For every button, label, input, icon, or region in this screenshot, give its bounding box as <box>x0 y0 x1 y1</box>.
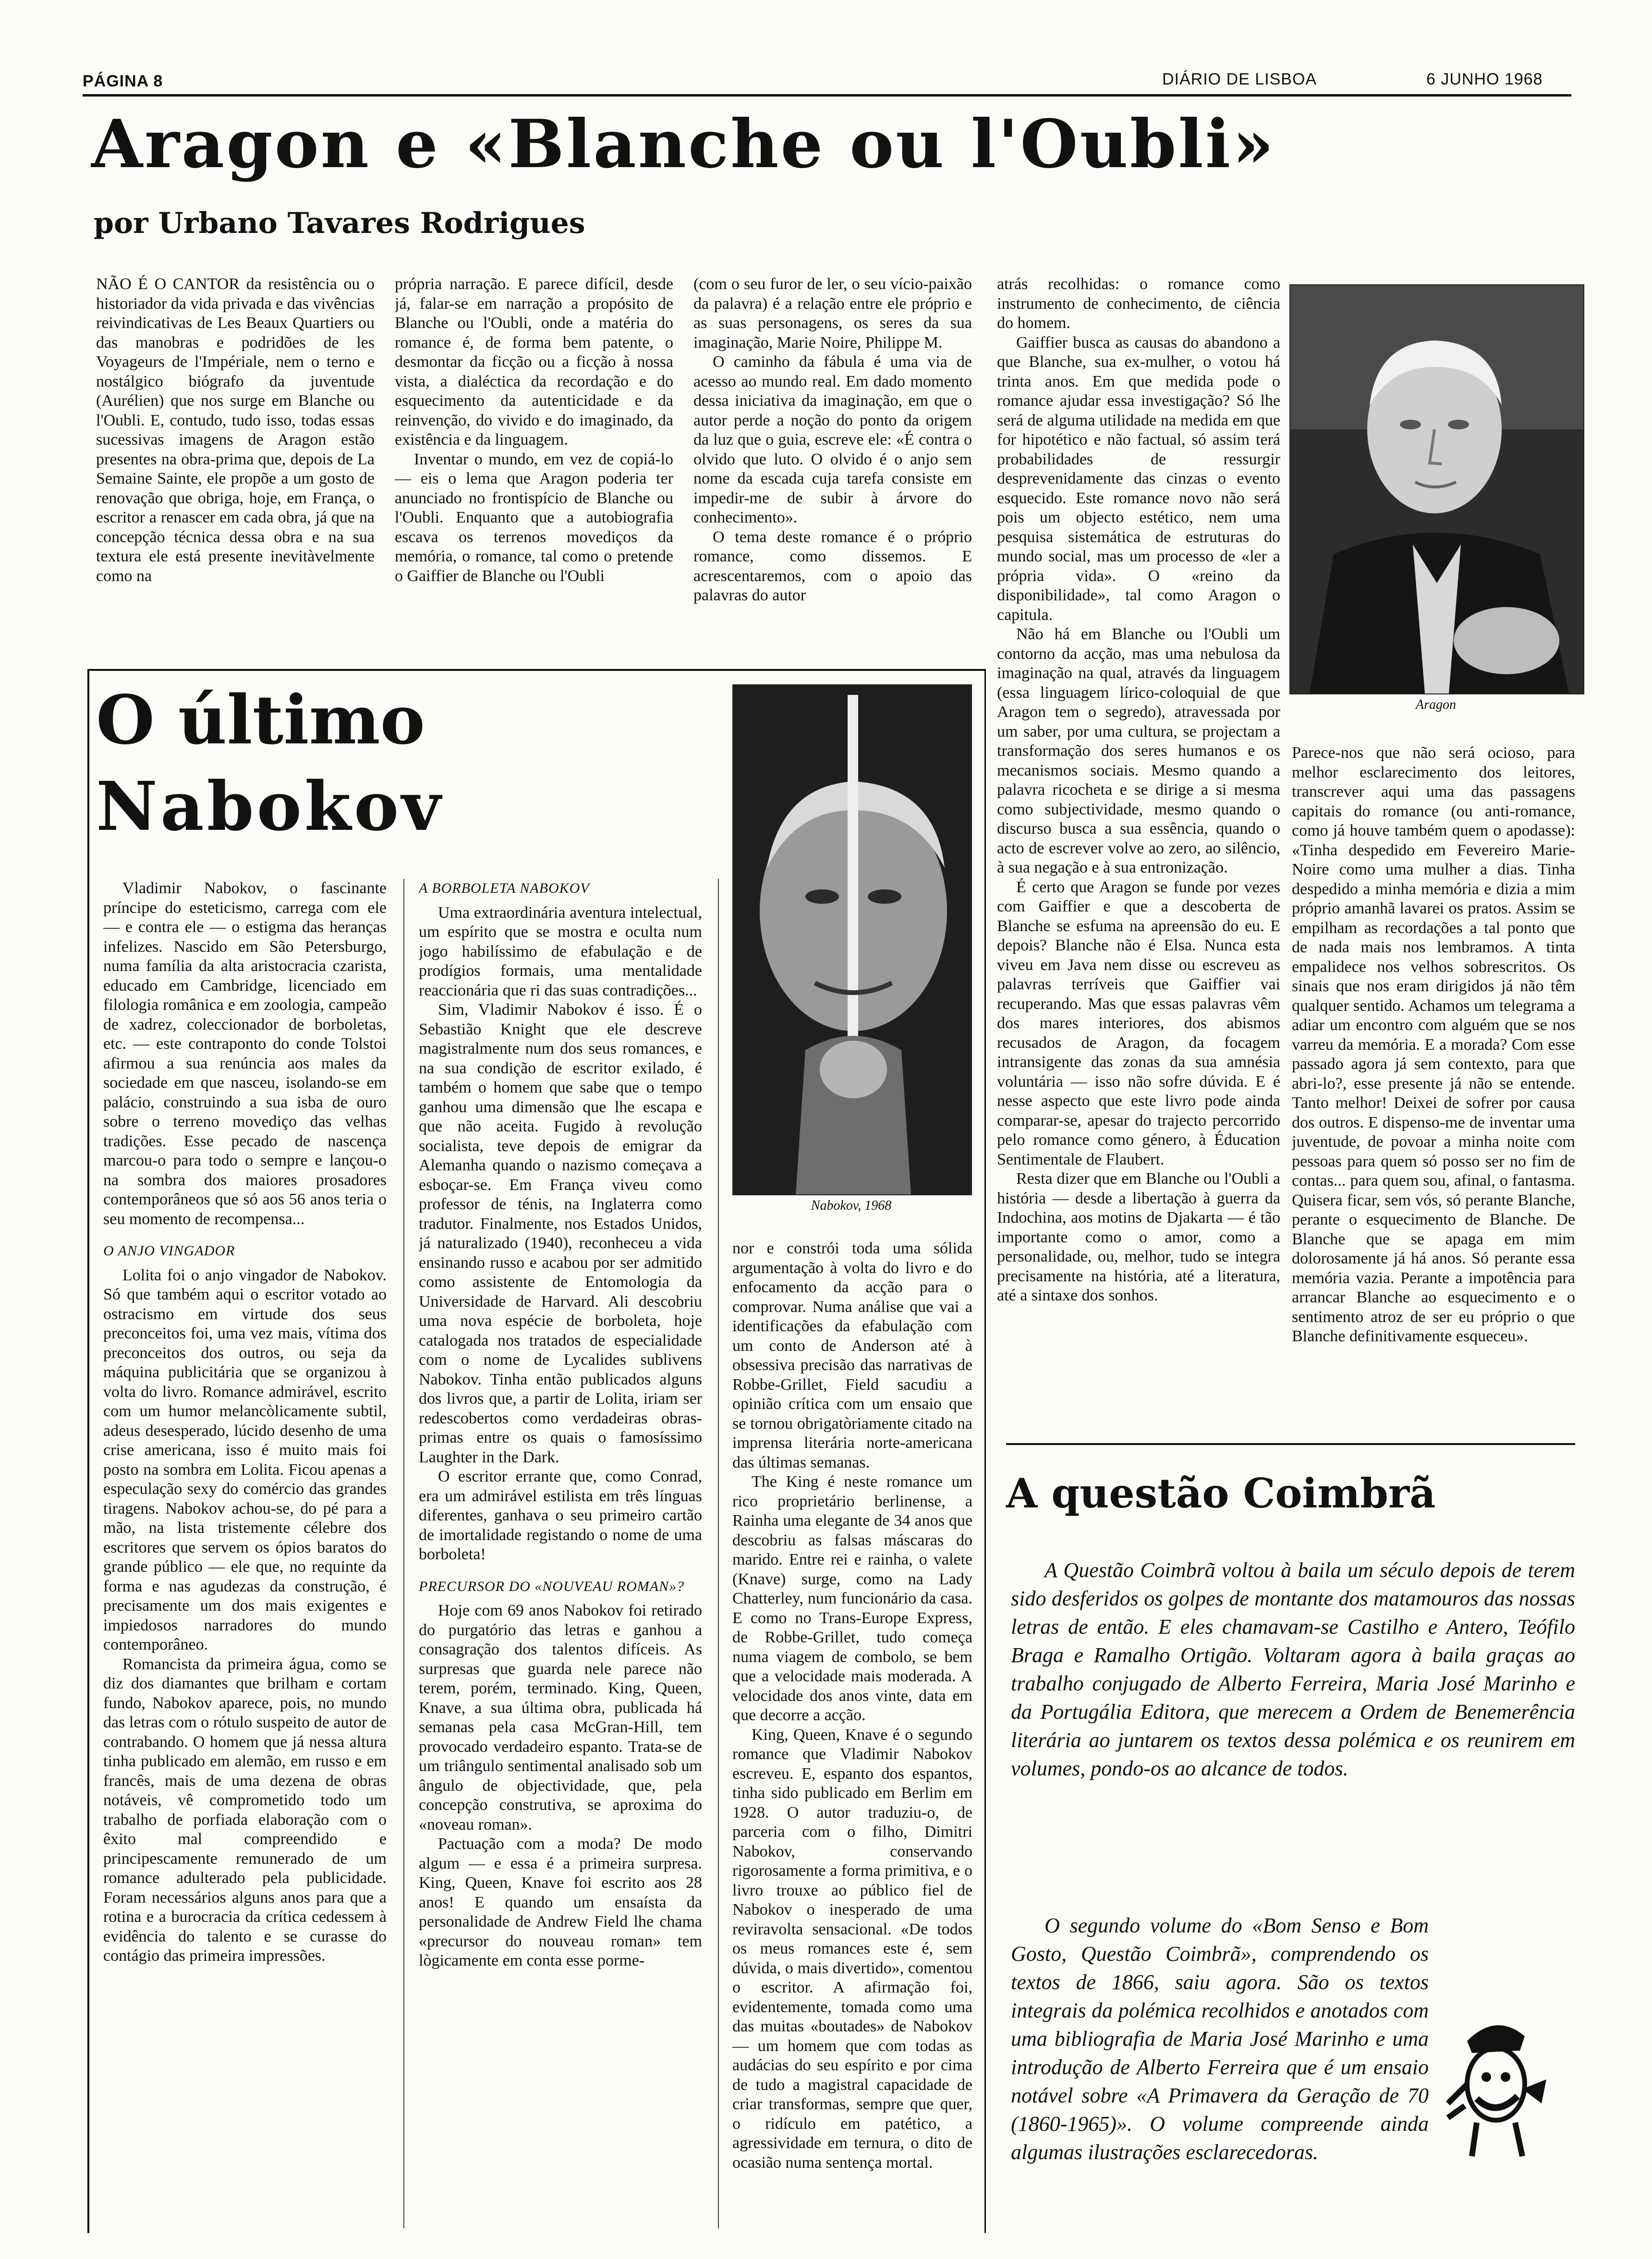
aragon-paragraph: NÃO É O CANTOR da resistência ou o historiador da vida privada e das vivências reivindicativas de Les Beaux Quartiers ou das manobras e podridões de les Voyageurs de l'Impériale, nem o terno e nostálgico biógrafo da juventude (Aurélien) que nos surge em Blanche ou l'Oubli. E, contudo, tudo isso, todas essas sucessivas imagens de Aragon estão presentes na obra-prima que, depois de La Semaine Sainte, ele propõe a um gosto de renovação que obriga, hoje, em França, o escritor a renascer em cada obra, já que na concepção técnica dessa obra e na sua textura ele está presente inevitàvelmente como na <box>96 275 375 585</box>
nabokov-headline-line2: Nabokov <box>96 767 444 846</box>
nabokov-column-b <box>419 879 702 2228</box>
aragon-paragraph: O tema deste romance é o próprio romance, como dissemos. E acrescentaremos, com o apoio das palavras do autor <box>693 528 972 604</box>
aragon-column-2 <box>395 275 673 649</box>
nabokov-paragraph: Sim, Vladimir Nabokov é isso. É o Sebastião Knight que ele descreve magistralmente num dos seus romances, e na sua condição de escritor exilado, é também o homem que sabe que o tempo ganhou uma dimensão que lhe escapa e que não aceita. Fugido à revolução socialista, teve depois de emigrar da Alemanha quando o nazismo começava a esboçar-se. Em França viveu como professor de ténis, na Inglaterra como tradutor. Finalmente, nos Estados Unidos, já naturalizado (1940), reconheceu a vida ensinando russo e acabou por ser admitido como assistente de Entomologia da Universidade de Harvard. Ali descobriu uma nova espécie de borboleta, hoje catalogada nos tratados de especialidade com o nome de Lycalides sublivens Nabokov. Tinha então publicados alguns dos livros que, a partir de Lolita, iriam ser redescobertos como verdadeiras obras-primas entre os quais o famosíssimo Laughter in the Dark. <box>419 1001 702 1466</box>
nabokov-paragraph: Lolita foi o anjo vingador de Nabokov. Só que também aqui o escritor votado ao ostracismo em virtude dos seus preconceitos foi, uma vez mais, vítima dos preconceitos dos outros, ou seja da máquina publicitária que se organizou à volta do livro. Romance admirável, escrito com um humor melancòlicamente subtil, adeus desesperado, lúcido desenho de uma crise americana, isso é muito mais foi posto na sombra em Lolita. Ficou apenas a especulação sexy do comércio das grandes tiragens. Nabokov achou-se, do pé para a mão, na lista tristemente célebre dos escritores que servem os ópios baratos do grande público — ele que, no requinte da forma e nas agudezas da construção, é precisamente um dos mais exigentes e impiedosos narradores do mundo contemporâneo. <box>103 1266 387 1653</box>
aragon-column-4 <box>997 275 1280 1408</box>
nabokov-box-left-rule <box>87 669 89 2233</box>
newspaper-name: DIÁRIO DE LISBOA <box>1162 70 1317 88</box>
aragon-paragraph: Gaiffier busca as causas do abandono a que Blanche, sua ex-mulher, o votou há trinta anos. Em que medida pode o romance ajudar essa investigação? Só lhe será de alguma utilidade na medida em que for hipotético e não factual, só assim terá probabilidades de ressurgir desprevenidamente das cinzas o evento esquecido. Este romance novo não será pois um objecto estético, nem uma pesquisa sistemática de estruturas do mundo social, mas um processo de «ler a própria vida». O «reino da disponibilidade», tal como Aragon o capitula. <box>997 333 1280 624</box>
aragon-paragraph: Resta dizer que em Blanche ou l'Oubli a história — desde a libertação à guerra da Indochina, aos motins de Djakarta — é tão importante como o amor, como a personalidade, ou, melhor, tudo se integra precisamente na história, até a literatura, até a sintaxe dos sonhos. <box>997 1170 1280 1304</box>
nabokov-paragraph: Pactuação com a moda? De modo algum — e essa é a primeira surpresa. King, Queen, Knave foi escrito aos 28 anos! E quando um ensaísta da personalidade de Andrew Field lhe chama «precursor do nouveau roman» tem lògicamente em conta esse porme- <box>419 1835 702 1969</box>
page-number: PÁGINA 8 <box>83 72 163 90</box>
issue-date: 6 JUNHO 1968 <box>1426 70 1543 88</box>
coimbra-top-rule <box>1006 1443 1575 1445</box>
coimbra-headline: A questão Coimbrã <box>1006 1470 1436 1517</box>
nabokov-paragraph: Hoje com 69 anos Nabokov foi retirado do purgatório das letras e ganhou a consagração dos talentos difíceis. As surpresas que guarda nele parece não terem, porém, terminado. King, Queen, Knave, a sua última obra, publicada há semanas pela casa McGran-Hill, tem provocado verdadeiro espanto. Trata-se de um triângulo sentimental analisado sob um ângulo de objectividade, que, pela concepção construtiva, se aproxima do «noveau roman». <box>419 1602 702 1834</box>
aragon-paragraph: (com o seu furor de ler, o seu vício-paixão da palavra) é a relação entre ele próprio e as suas personagens, os seres da sua imaginação, Marie Noire, Philippe M. <box>693 275 972 352</box>
nabokov-subheading: PRECURSOR DO «NOUVEAU ROMAN»? <box>419 1578 685 1594</box>
nabokov-headline-line1: O último <box>96 681 425 760</box>
nabokov-paragraph: Uma extraordinária aventura intelectual, um espírito que se mostra e oculta num jogo habilíssimo de efabulação e de prodígios formais, uma mentalidade reaccionária que ri das suas contradições... <box>419 903 702 999</box>
aragon-photo <box>1289 284 1584 694</box>
coimbra-paragraph-2-block <box>1011 1911 1429 2219</box>
nabokov-paragraph: King, Queen, Knave é o segundo romance que Vladimir Nabokov escreveu. E, espanto dos espantos, tinha sido publicado em Berlim em 1928. O autor traduziu-o, de parceria com o filho, Dimitri Nabokov, conservando rigorosamente a forma primitiva, e o livro trouxe ao público fiel de Nabokov o inesperado de uma reviravolta sensacional. «De todos os meus romances este é, sem dúvida, o mais divertido», comentou o escritor. A afirmação foi, evidentemente, tomada como uma das muitas «boutades» de Nabokov — um homem que com todas as audácias do seu espírito e por cima de tudo a magistral capacidade de criar transformas, sempre que quer, o ridículo em patético, a agressividade em ternura, o dito de ocasião numa sentença mortal. <box>732 1725 972 2172</box>
caricature-illustration <box>1438 2007 1554 2161</box>
aragon-column-3 <box>693 275 972 649</box>
nabokov-column-c <box>732 1239 972 2228</box>
nabokov-subheading: A BORBOLETA NABOKOV <box>419 880 590 896</box>
aragon-column-5 <box>1292 743 1575 1416</box>
aragon-photo-caption: Aragon <box>1416 697 1456 712</box>
coimbra-paragraph-1-block <box>1011 1556 1575 1911</box>
aragon-paragraph: Inventar o mundo, em vez de copiá-lo — eis o lema que Aragon poderia ter anunciado no frontispício de Blanche ou l'Oubli. Enquanto que a autobiografia escava os terrenos movediços da memória, o romance, tal como o pretende o Gaiffier de Blanche ou l'Oubli <box>395 450 673 585</box>
coimbra-paragraph: A Questão Coimbrã voltou à baila um século depois de terem sido desferidos os golpes de montante dos matamouros das nossas letras de então. E eles chamavam-se Castilho e Antero, Teófilo Braga e Ramalho Ortigão. Voltaram agora à baila graças ao trabalho conjugado de Alberto Ferreira, Maria José Marinho e da Portugália Editora, que merecem a Ordem de Benemerência literária ao juntarem os textos dessa polémica e os reunirem em volumes, pondo-os ao alcance de todos. <box>1011 1558 1575 1780</box>
column-divider <box>718 879 719 2228</box>
aragon-paragraph: Parece-nos que não será ocioso, para melhor esclarecimento dos leitores, transcrever aqui uma das passagens capitais do romance (ou anti-romance, como já houve também quem o apodasse): «Tinha despedido em Fevereiro Marie-Noire como uma mulher a dias. Tinha despedido a minha memória e dizia a mim próprio amanhã lavarei os pratos. Assim se empilham as recordações a tal ponto que de nada mais nos lembramos. A tinta empalidece nos velhos sobrescritos. Os sinais que nos eram dirigidos já não têm qualquer sentido. Achamos um telegrama a adiar um encontro com alguém que se nos varreu da memória. E a morada? Com esse passado agora já sem contexto, para que abri-lo?, esse presente já não se entende. Tanto melhor! Deixei de sofrer por causa dos outros. E dispenso-me de inventar uma juventude, de povoar a minha noite com pessoas para quem só posso ser no fim de contas... para quem sou, afinal, o fantasma. Quisera ficar, sem vós, só perante Blanche, perante o esquecimento de Blanche. De Blanche que se apaga em mim dolorosamente já há anos. Só perante essa memória vazia. Perante a impotência para arrancar Blanche ao esquecimento e o sentimento atroz de ser eu próprio o que Blanche definitivamente esqueceu». <box>1292 744 1575 1345</box>
nabokov-paragraph: Romancista da primeira água, como se diz dos diamantes que brilham e cortam fundo, Nabokov aparece, pois, no mundo das letras com o rótulo suspeito de autor de contrabando. O homem que já nessa altura tinha publicado em alemão, em russo e em francês, mais de uma dezena de obras notáveis, vê comprometido todo um trabalho de porfiada elaboração com o êxito mal compreendido e principescamente remunerado de um romance adulterado pela publicidade. Foram necessários alguns anos para que a rotina e a burocracia da crítica cedessem à evidência do talento e se curasse do contágio das primeira impressões. <box>103 1655 387 1965</box>
aragon-paragraph: própria narração. E parece difícil, desde já, falar-se em narração a propósito de Blanche ou l'Oubli, onde a matéria do romance é, de forma bem patente, o desmontar da ficção ou a ficção à nossa vista, a dialéctica da recordação e do esquecimento da autenticidade e da reinvenção, do vivido e do imaginado, da existência e da linguagem. <box>395 275 673 449</box>
column-divider <box>403 879 404 2228</box>
nabokov-box-top-rule <box>87 669 985 671</box>
nabokov-column-a <box>103 879 387 2228</box>
aragon-paragraph: O caminho da fábula é uma via de acesso ao mundo real. Em dado momento dessa iniciativa da imaginação, em que o autor perde a noção do ponto da origem da luz que o guia, escreve ele: «É contra o olvido que luto. O olvido é o anjo sem nome da escada cuja tarefa consiste em impedir-me de subir à árvore do conhecimento». <box>693 353 972 526</box>
nabokov-subheading: O ANJO VINGADOR <box>103 1243 235 1259</box>
nabokov-paragraph: nor e constrói toda uma sólida argumentação à volta do livro e do enfocamento da acção para o comprovar. Numa análise que vai a identificações da efabulação com um conto de Anderson até à obsessiva precisão das narrativas de Robbe-Grillet, Field sacudiu a opinião crítica com um ensaio que se tornou obrigatòriamente citado na imprensa literária norte-americana das últimas semanas. <box>732 1239 972 1471</box>
nabokov-photo <box>732 684 972 1195</box>
aragon-paragraph: atrás recolhidas: o romance como instrumento de conhecimento, de ciência do homem. <box>997 275 1280 332</box>
aragon-paragraph: Não há em Blanche ou l'Oubli um contorno da acção, mas uma nebulosa da imaginação na qual, através da linguagem (essa linguagem lírico-coloquial de que Aragon tem o segredo), atravessada por um saber, por uma cultura, se projectam a transformação dos seres humanos e os mecanismos sociais. Mesmo quando a palavra ricocheta e se dirige a si mesma como subjectividade, mesmo quando o discurso busca a sua essência, quando o acto de escrever volve ao zero, ao silêncio, à sua negação e à sua entronização. <box>997 625 1280 876</box>
nabokov-paragraph: The King é neste romance um rico proprietário berlinense, a Rainha uma elegante de 34 anos que descobriu as falsas máscaras do marido. Entre rei e rainha, o valete (Knave) surge, como na Lady Chatterley, num funcionário da casa. E como no Trans-Europe Express, de Robbe-Grillet, tudo começa numa viagem de combolo, se bem que a velocidade mais moderada. A velocidade dos anos vinte, data em que decorre a acção. <box>732 1473 972 1724</box>
aragon-paragraph: É certo que Aragon se funde por vezes com Gaiffier e que a descoberta de Blanche se esfuma na apreensão do eu. E depois? Blanche não é Elsa. Nunca esta viveu em Java nem disse ou escreveu as palavras terríveis que Gaiffier vai recuperando. Mas que essas palavras vêm dos mares interiores, dos abismos recusados de Aragon, da focagem intransigente das zonas da sua amnésia voluntária — isso não sofre dúvida. E é nesse aspecto que este livro pode ainda comparar-se, apesar do trajecto percorrido pelo romance como género, à Éducation Sentimentale de Flaubert. <box>997 878 1280 1168</box>
coimbra-paragraph: O segundo volume do «Bom Senso e Bom Gosto, Questão Coimbrã», comprendendo os textos de 1866, saiu agora. São os textos integrais da polémica recolhidos e anotados com uma bibliografia de Maria José Marinho e uma introdução de Alberto Ferreira que é um ensaio notável sobre «A Primavera da Geração de 70 (1860-1965)». O volume compreende ainda algumas ilustrações esclarecedoras. <box>1011 1914 1429 2164</box>
nabokov-photo-caption: Nabokov, 1968 <box>811 1198 892 1213</box>
nabokov-box-right-rule <box>984 669 986 2233</box>
aragon-byline: por Urbano Tavares Rodrigues <box>94 206 585 240</box>
nabokov-paragraph: O escritor errante que, como Conrad, era um admirável estilista em três línguas diferentes, ganhava o seu primeiro cartão de imortalidade registando o nome de uma borboleta! <box>419 1468 702 1563</box>
aragon-column-1 <box>96 275 375 649</box>
header-rule <box>83 94 1571 97</box>
aragon-headline: Aragon e «Blanche ou l'Oubli» <box>91 105 1276 183</box>
nabokov-paragraph: Vladimir Nabokov, o fascinante príncipe do esteticismo, carrega com ele — e contra ele — o estigma das heranças infelizes. Nascido em São Petersburgo, numa família da alta aristocracia czarista, educado em Cambridge, licenciado em filologia românica e em zoologia, campeão de xadrez, coleccionador de borboletas, etc. — este contraponto do conde Tolstoi afirmou a sua renúncia aos males da sociedade em que nasceu, isolando-se em palácio, construindo a sua isba de ouro sobre o terreno movediço das velhas tradições. Esse pecado de nascença marcou-o para todo o sempre e lançou-o na sombra dos maiores prosadores contemporâneos que só aos 56 anos teria o seu momento de recompensa... <box>103 879 387 1228</box>
